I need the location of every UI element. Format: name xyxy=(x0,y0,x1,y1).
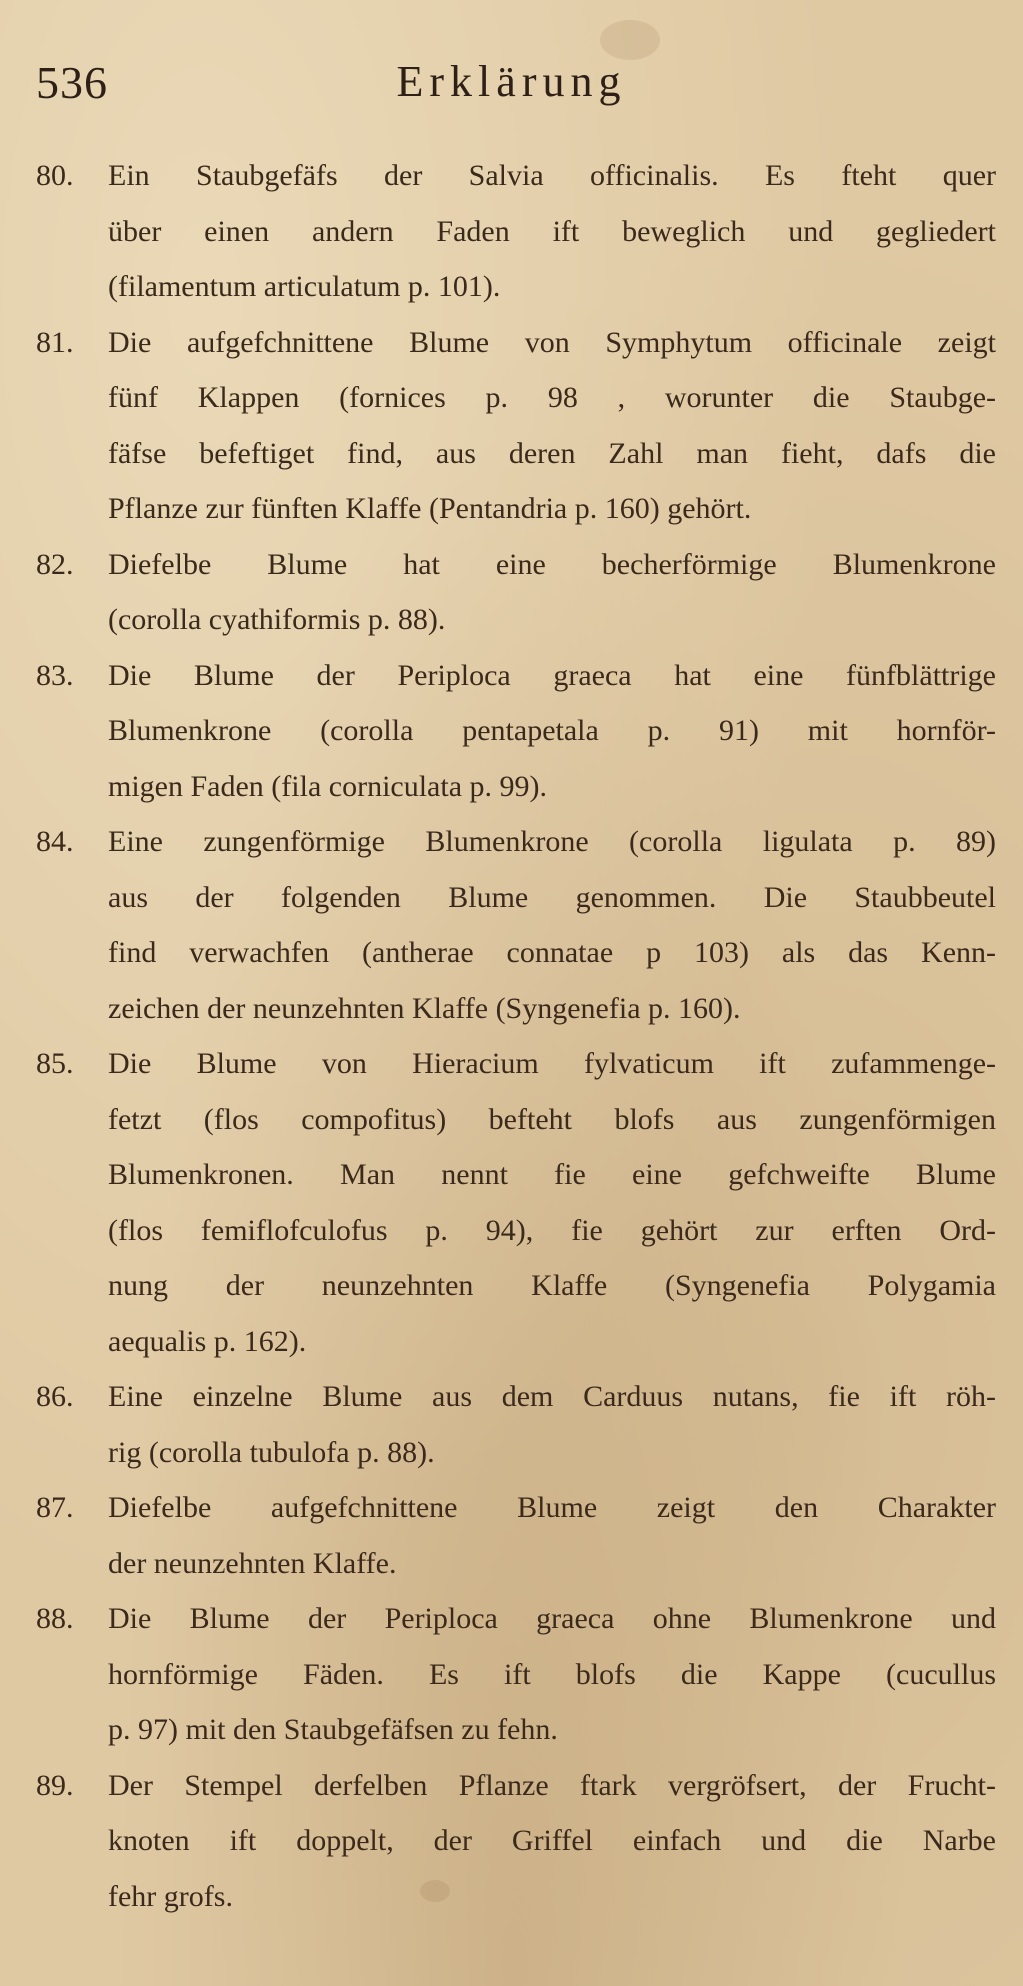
text-line: Die Blume der Periploca graeca ohne Blumenkrone und xyxy=(108,1602,996,1635)
text-line: Die Blume von Hieracium fylvaticum ift zufammenge- xyxy=(108,1047,996,1080)
figure-entry xyxy=(36,1591,996,1758)
figure-entry xyxy=(36,648,996,815)
figure-number: 84. xyxy=(36,825,74,858)
figure-number: 89. xyxy=(36,1768,74,1802)
figure-entry xyxy=(36,1758,996,1925)
text-line: Blumenkrone (corolla pentapetala p. 91) mit hornför- xyxy=(108,714,996,747)
figure-number: 85. xyxy=(36,1047,74,1080)
figure-entry xyxy=(36,1480,996,1591)
text-line: Eine einzelne Blume aus dem Carduus nutans, fie ift röh- xyxy=(108,1380,996,1413)
figure-number: 82. xyxy=(36,547,74,581)
text-line: (filamentum articulatum p. 101). xyxy=(108,270,501,303)
text-line: Diefelbe Blume hat eine becherförmige Blumenkrone xyxy=(108,547,996,581)
text-line: fetzt (flos compofitus) befteht blofs aus zungenförmigen xyxy=(108,1102,996,1136)
text-line: aequalis p. 162). xyxy=(108,1324,307,1358)
text-line: Diefelbe aufgefchnittene Blume zeigt den Charakter xyxy=(108,1491,996,1524)
text-line: p. 97) mit den Staubgefäfsen zu fehn. xyxy=(108,1713,558,1746)
figure-number: 80. xyxy=(36,159,74,192)
text-line: Ein Staubgefäfs der Salvia officinalis. Es fteht quer xyxy=(108,159,996,192)
text-line: (corolla cyathiformis p. 88). xyxy=(108,603,446,636)
text-line: rig (corolla tubulofa p. 88). xyxy=(108,1435,435,1469)
text-line: zeichen der neunzehnten Klaffe (Syngenefia p. 160). xyxy=(108,991,741,1025)
text-line: aus der folgenden Blume genommen. Die Staubbeutel xyxy=(108,880,996,914)
text-line: Die Blume der Periploca graeca hat eine fünfblättrige xyxy=(108,658,996,692)
text-line: Die aufgefchnittene Blume von Symphytum officinale zeigt xyxy=(108,325,996,359)
figure-number: 88. xyxy=(36,1602,74,1635)
text-line: fäfse befeftiget find, aus deren Zahl man fieht, dafs die xyxy=(108,436,996,470)
text-line: Pflanze zur fünften Klaffe (Pentandria p. 160) gehört. xyxy=(108,492,752,525)
figure-number: 86. xyxy=(36,1380,74,1413)
text-line: hornförmige Fäden. Es ift blofs die Kappe (cucullus xyxy=(108,1657,996,1691)
entry-list xyxy=(36,148,996,1924)
figure-entry xyxy=(36,148,996,315)
text-line: über einen andern Faden ift beweglich und gegliedert xyxy=(108,214,996,248)
text-line: nung der neunzehnten Klaffe (Syngenefia Polygamia xyxy=(108,1269,996,1302)
figure-entry xyxy=(36,1369,996,1480)
figure-number: 83. xyxy=(36,658,74,692)
text-line: (flos femiflofculofus p. 94), fie gehört zur erften Ord- xyxy=(108,1213,996,1247)
text-line: knoten ift doppelt, der Griffel einfach und die Narbe xyxy=(108,1824,996,1857)
text-line: migen Faden (fila corniculata p. 99). xyxy=(108,769,548,803)
figure-entry xyxy=(36,814,996,1036)
page-header xyxy=(36,48,987,118)
page-number: 536 xyxy=(36,57,108,108)
text-line: find verwachfen (antherae connatae p 103) als das Kenn- xyxy=(108,936,996,969)
text-line: fünf Klappen (fornices p. 98 , worunter die Staubge- xyxy=(108,381,996,414)
figure-entry xyxy=(36,1036,996,1369)
running-title: Erklärung xyxy=(396,57,627,106)
figure-entry xyxy=(36,315,996,537)
figure-number: 87. xyxy=(36,1491,74,1524)
text-line: der neunzehnten Klaffe. xyxy=(108,1546,397,1580)
figure-number: 81. xyxy=(36,325,74,359)
text-line: Eine zungenförmige Blumenkrone (corolla ligulata p. 89) xyxy=(108,825,996,858)
text-line: Der Stempel derfelben Pflanze ftark vergröfsert, der Frucht- xyxy=(108,1768,996,1802)
text-line: fehr grofs. xyxy=(108,1879,233,1913)
figure-entry xyxy=(36,537,996,648)
text-line: Blumenkronen. Man nennt fie eine gefchweifte Blume xyxy=(108,1158,996,1191)
